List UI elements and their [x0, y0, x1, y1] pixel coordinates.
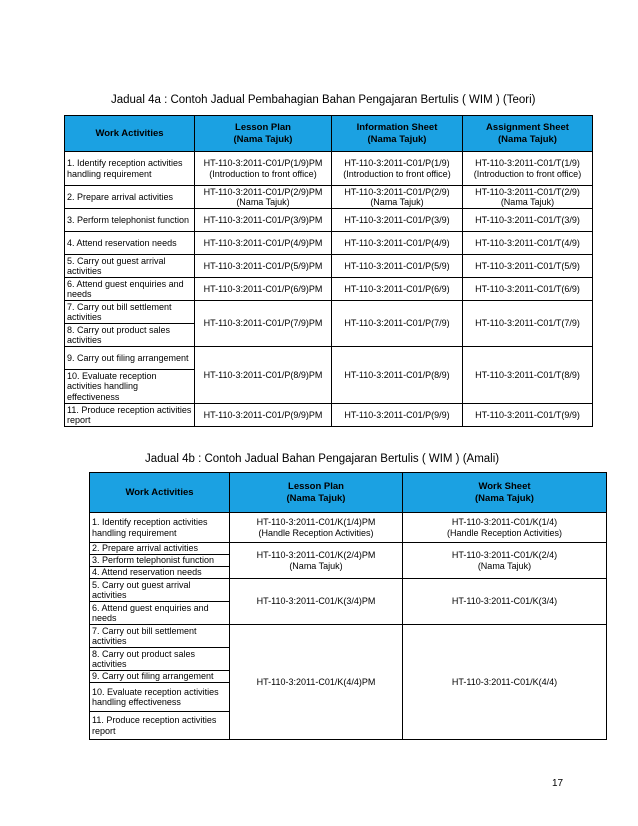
assignment-sheet-cell: HT-110-3:2011-C01/T(7/9)	[463, 301, 593, 347]
activity-cell: 4. Attend reservation needs	[65, 232, 195, 255]
activity-cell: 5. Carry out guest arrival activities	[65, 255, 195, 278]
lesson-plan-cell: HT-110-3:2011-C01/K(4/4)PM	[230, 625, 403, 740]
table-b-header-row	[90, 473, 607, 513]
activity-cell: 3. Perform telephonist function	[65, 209, 195, 232]
lesson-plan-cell: HT-110-3:2011-C01/K(1/4)PM (Handle Reception Activities)	[230, 513, 403, 543]
activity-cell: 10. Evaluate reception activities handling effectiveness	[90, 683, 230, 712]
lesson-plan-cell: HT-110-3:2011-C01/P(3/9)PM	[195, 209, 332, 232]
information-sheet-cell: HT-110-3:2011-C01/P(5/9)	[332, 255, 463, 278]
table-row	[90, 513, 607, 543]
activity-cell: 1. Identify reception activities handling requirement	[90, 513, 230, 543]
information-sheet-cell: HT-110-3:2011-C01/P(9/9)	[332, 404, 463, 427]
header-work-activities: Work Activities	[90, 473, 230, 513]
table-row	[65, 255, 593, 278]
header-information-sheet: Information Sheet (Nama Tajuk)	[332, 116, 463, 152]
table-row	[65, 152, 593, 186]
lesson-plan-cell: HT-110-3:2011-C01/P(6/9)PM	[195, 278, 332, 301]
assignment-sheet-cell: HT-110-3:2011-C01/T(5/9)	[463, 255, 593, 278]
table-a-header-row	[65, 116, 593, 152]
table-row	[90, 543, 607, 555]
activity-cell: 6. Attend guest enquiries and needs	[65, 278, 195, 301]
activity-cell: 9. Carry out filing arrangement	[90, 671, 230, 683]
work-sheet-cell: HT-110-3:2011-C01/K(2/4) (Nama Tajuk)	[403, 543, 607, 579]
table-row	[65, 278, 593, 301]
activity-cell: 7. Carry out bill settlement activities	[65, 301, 195, 324]
table-a	[64, 115, 593, 427]
lesson-plan-cell: HT-110-3:2011-C01/P(2/9)PM (Nama Tajuk)	[195, 186, 332, 209]
header-lesson-plan: Lesson Plan (Nama Tajuk)	[230, 473, 403, 513]
table-b-caption: Jadual 4b : Contoh Jadual Bahan Pengajaran Bertulis ( WIM ) (Amali)	[145, 453, 500, 465]
activity-cell: 10. Evaluate reception activities handling effectiveness	[65, 370, 195, 404]
lesson-plan-cell: HT-110-3:2011-C01/P(7/9)PM	[195, 301, 332, 347]
activity-cell: 8. Carry out product sales activities	[65, 324, 195, 347]
assignment-sheet-cell: HT-110-3:2011-C01/T(9/9)	[463, 404, 593, 427]
lesson-plan-cell: HT-110-3:2011-C01/K(2/4)PM (Nama Tajuk)	[230, 543, 403, 579]
activity-cell: 11. Produce reception activities report	[65, 404, 195, 427]
assignment-sheet-cell: HT-110-3:2011-C01/T(8/9)	[463, 347, 593, 404]
header-work-sheet: Work Sheet (Nama Tajuk)	[403, 473, 607, 513]
activity-cell: 4. Attend reservation needs	[90, 567, 230, 579]
header-work-activities: Work Activities	[65, 116, 195, 152]
information-sheet-cell: HT-110-3:2011-C01/P(7/9)	[332, 301, 463, 347]
activity-cell: 8. Carry out product sales activities	[90, 648, 230, 671]
lesson-plan-cell: HT-110-3:2011-C01/K(3/4)PM	[230, 579, 403, 625]
activity-cell: 3. Perform telephonist function	[90, 555, 230, 567]
table-row	[90, 625, 607, 648]
lesson-plan-cell: HT-110-3:2011-C01/P(5/9)PM	[195, 255, 332, 278]
work-sheet-cell: HT-110-3:2011-C01/K(1/4) (Handle Reception Activities)	[403, 513, 607, 543]
work-sheet-cell: HT-110-3:2011-C01/K(4/4)	[403, 625, 607, 740]
table-row	[65, 232, 593, 255]
table-row	[65, 209, 593, 232]
lesson-plan-cell: HT-110-3:2011-C01/P(9/9)PM	[195, 404, 332, 427]
table-row	[65, 404, 593, 427]
table-a-caption: Jadual 4a : Contoh Jadual Pembahagian Bahan Pengajaran Bertulis ( WIM ) (Teori)	[111, 94, 536, 106]
assignment-sheet-cell: HT-110-3:2011-C01/T(6/9)	[463, 278, 593, 301]
assignment-sheet-cell: HT-110-3:2011-C01/T(1/9) (Introduction to front office)	[463, 152, 593, 186]
information-sheet-cell: HT-110-3:2011-C01/P(1/9) (Introduction to front office)	[332, 152, 463, 186]
activity-cell: 7. Carry out bill settlement activities	[90, 625, 230, 648]
activity-cell: 2. Prepare arrival activities	[90, 543, 230, 555]
information-sheet-cell: HT-110-3:2011-C01/P(3/9)	[332, 209, 463, 232]
activity-cell: 2. Prepare arrival activities	[65, 186, 195, 209]
lesson-plan-cell: HT-110-3:2011-C01/P(1/9)PM (Introduction to front office)	[195, 152, 332, 186]
lesson-plan-cell: HT-110-3:2011-C01/P(4/9)PM	[195, 232, 332, 255]
information-sheet-cell: HT-110-3:2011-C01/P(6/9)	[332, 278, 463, 301]
table-row	[65, 347, 593, 370]
work-sheet-cell: HT-110-3:2011-C01/K(3/4)	[403, 579, 607, 625]
assignment-sheet-cell: HT-110-3:2011-C01/T(2/9) (Nama Tajuk)	[463, 186, 593, 209]
information-sheet-cell: HT-110-3:2011-C01/P(4/9)	[332, 232, 463, 255]
activity-cell: 9. Carry out filing arrangement	[65, 347, 195, 370]
header-lesson-plan: Lesson Plan (Nama Tajuk)	[195, 116, 332, 152]
table-row	[65, 186, 593, 209]
activity-cell: 6. Attend guest enquiries and needs	[90, 602, 230, 625]
lesson-plan-cell: HT-110-3:2011-C01/P(8/9)PM	[195, 347, 332, 404]
assignment-sheet-cell: HT-110-3:2011-C01/T(3/9)	[463, 209, 593, 232]
table-b	[89, 472, 607, 740]
information-sheet-cell: HT-110-3:2011-C01/P(2/9) (Nama Tajuk)	[332, 186, 463, 209]
assignment-sheet-cell: HT-110-3:2011-C01/T(4/9)	[463, 232, 593, 255]
header-assignment-sheet: Assignment Sheet (Nama Tajuk)	[463, 116, 593, 152]
activity-cell: 5. Carry out guest arrival activities	[90, 579, 230, 602]
table-row	[90, 579, 607, 602]
table-row	[65, 301, 593, 324]
activity-cell: 1. Identify reception activities handling requirement	[65, 152, 195, 186]
activity-cell: 11. Produce reception activities report	[90, 712, 230, 740]
page-number: 17	[552, 778, 564, 789]
information-sheet-cell: HT-110-3:2011-C01/P(8/9)	[332, 347, 463, 404]
